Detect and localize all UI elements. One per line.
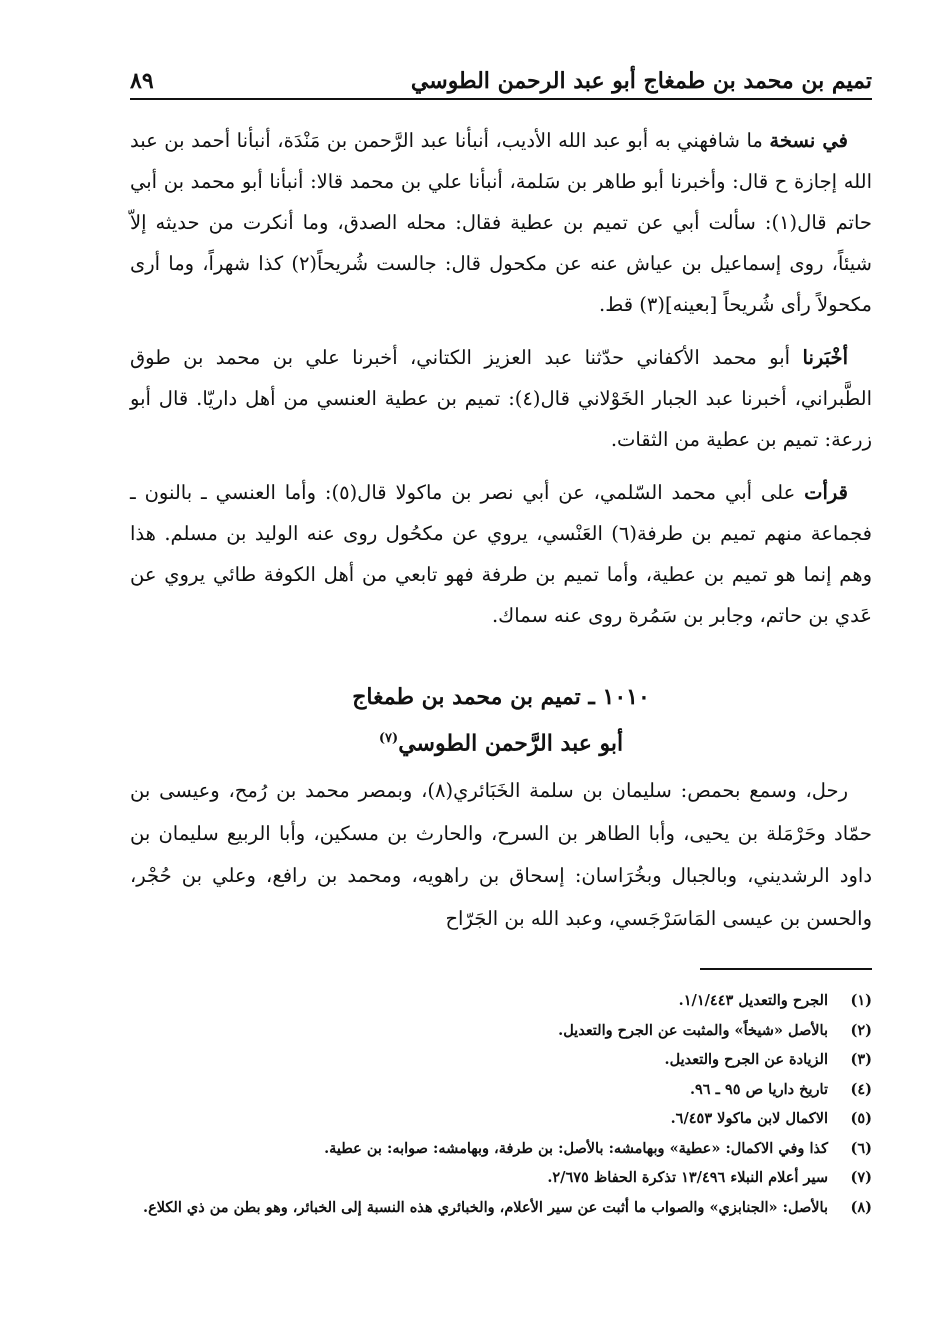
entry-heading: [130, 676, 872, 764]
paragraph-text: على أبي محمد السّلمي، عن أبي نصر بن ماكولا قال(٥): وأما العنسي ـ بالنون ـ فجماعة منهم تميم بن طرفة(٦) العَنْسي، يروي عن مكحُول روى عنه الوليد بن مسلم. هذا وهم إنما هو تميم بن عطية، وأما تميم بن طرفة فهو تابعي من أهل الكوفة طائي يروي عن عَدي بن حاتم، وجابر بن سَمُرة روى عنه سماك.: [130, 481, 872, 627]
footnotes: [120, 986, 872, 1222]
footnote-reference: (٧): [378, 731, 399, 746]
entry-heading-line1: ١٠١٠ ـ تميم بن محمد بن طمغاج: [352, 684, 650, 710]
footnote: [120, 986, 872, 1016]
footnote: [120, 1016, 872, 1046]
footnote: [120, 1045, 872, 1075]
paragraph-text: أبو محمد الأكفاني حدّثنا عبد العزيز الكتاني، أخبرنا علي بن محمد بن طوق الطَّبراني، أخبرنا عبد الجبار الخَوْلاني قال(٤): تميم بن عطية العنسي من أهل داريّا. قال أبو زرعة: تميم بن عطية من الثقات.: [130, 346, 872, 451]
entry-heading-name: أبو عبد الرَّحمن الطوسي: [398, 730, 624, 757]
paragraph: [130, 337, 872, 460]
entry-text: رحل، وسمع بحمص: سليمان بن سلمة الخَبَائري(٨)، وبمصر محمد بن رُمح، وعيسى بن حمّاد وحَرْمَلة بن يحيى، وأبا الطاهر بن السرح، والحارث بن مسكين، وأبا الربيع سليمان بن داود الرشديني، وبالجبال وبخُرَاسان: إسحاق بن راهويه، ومحمد بن رافع، وعلي بن حُجْر، والحسن بن عيسى المَاسَرْجَسي، وعبد الله بن الجَرّاح: [130, 779, 872, 930]
footnote-number: (٥): [850, 1110, 872, 1127]
footnote-number: (٣): [850, 1051, 872, 1068]
footnote-text: سير أعلام النبلاء ١٣/٤٩٦ تذكرة الحفاظ ٢/٦٧٥.: [547, 1169, 828, 1186]
footnote: [120, 1104, 872, 1134]
footnote: [120, 1134, 872, 1164]
paragraph: [130, 120, 872, 325]
paragraph-lead: أخْبَرنا: [802, 346, 848, 369]
footnote: [120, 1163, 872, 1193]
footnote-number: (١): [850, 992, 872, 1009]
paragraph-text: ما شافهني به أبو عبد الله الأديب، أنبأنا عبد الرَّحمن بن مَنْدَة، أنبأنا أحمد بن عبد الله إجازة ح قال: وأخبرنا أبو طاهر بن سَلمة، أنبأنا علي بن محمد قالا: أنبأنا أبو محمد بن أبي حاتم قال(١): سألت أبي عن تميم بن عطية فقال: محله الصدق، وما أنكرت من حديثه إلاّ شيئاً، روى إسماعيل بن عياش عنه عن مكحول قال: جالست شُريحاً(٢) كذا شهراً، وما أرى مكحولاً رأى شُريحاً [بعينه](٣) قط.: [130, 129, 873, 316]
page-header: [130, 58, 872, 100]
entry-heading-line2: [130, 718, 872, 764]
footnote-number: (٨): [850, 1198, 872, 1216]
footnote-text: الزيادة عن الجرح والتعديل.: [664, 1051, 828, 1068]
entry-body: [130, 770, 872, 940]
page-number: ٨٩: [130, 68, 154, 94]
footnote-text: تاريخ داريا ص ٩٥ ـ ٩٦.: [689, 1080, 828, 1098]
paragraph: [130, 472, 872, 636]
main-text: [130, 120, 872, 648]
footnote-text: الجرح والتعديل ١/١/٤٤٣.: [678, 992, 828, 1009]
footnote: [120, 1193, 872, 1223]
footnote-text: بالأصل: «الجنابزي» والصواب ما أثبت عن سير الأعلام، والخبائري هذه النسبة إلى الخبائر، وهو بطن من ذي الكلاع.: [143, 1198, 828, 1216]
footnote-number: (٢): [850, 1021, 872, 1039]
running-title: تميم بن محمد بن طمغاج أبو عبد الرحمن الطوسي: [410, 68, 872, 94]
footnote-number: (٤): [850, 1080, 872, 1098]
footnote-number: (٦): [850, 1139, 872, 1157]
paragraph-lead: قرأت: [804, 481, 848, 504]
footnote: [120, 1075, 872, 1105]
footnote-text: بالأصل «شيخاً» والمثبت عن الجرح والتعديل.: [558, 1021, 828, 1039]
footnote-number: (٧): [850, 1169, 872, 1186]
footnote-text: الاكمال لابن ماكولا ٦/٤٥٣.: [670, 1110, 828, 1127]
footnote-divider: [700, 968, 872, 970]
footnote-text: كذا وفي الاكمال: «عطية» وبهامشه: بالأصل: بن طرفة، وبهامشه: صوابه: بن عطية.: [324, 1139, 828, 1157]
paragraph-lead: في نسخة: [769, 129, 848, 152]
